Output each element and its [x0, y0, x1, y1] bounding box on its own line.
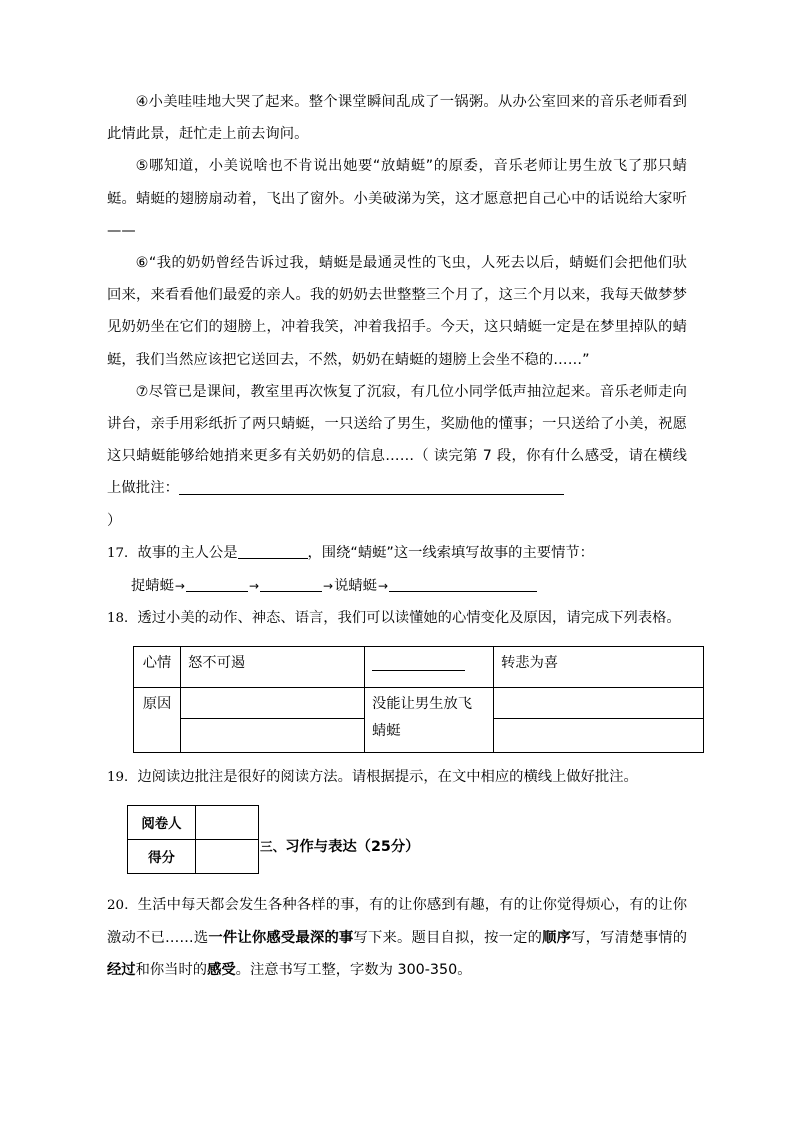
flow-blank-5[interactable] — [389, 591, 537, 592]
question-17-text-1: 故事的主人公是 — [137, 544, 238, 561]
flow-arrow-icon: → — [377, 579, 389, 594]
question-20-segment-2: 写下来。题目自拟，按一定的 — [353, 929, 543, 946]
row-label-reason: 原因 — [134, 688, 181, 753]
question-20-segment-3: 顺序 — [542, 929, 572, 946]
question-20-segment-0: 生活中每天都会发生各种各样的事，有的让你感到有趣，有的让你觉得烦心，有的让你激动不已……选 — [107, 896, 688, 946]
reason-cell-3-blank[interactable] — [494, 688, 704, 753]
annotation-blank-line[interactable] — [179, 494, 564, 495]
flow-arrow-icon: → — [248, 579, 260, 594]
flow-blank-3[interactable] — [260, 591, 322, 592]
question-18 — [107, 602, 687, 635]
question-18-number: 18． — [107, 611, 138, 627]
section-heading-points: （25分） — [356, 838, 420, 855]
flow-step-1: 捉蜻蜓 — [131, 578, 174, 595]
mood-cell-1: 怒不可遏 — [181, 647, 365, 688]
grading-value-marker[interactable] — [196, 805, 259, 839]
question-18-text: 透过小美的动作、神态、语言，我们可以读懂她的心情变化及原因，请完成下列表格。 — [137, 610, 681, 627]
page-content — [107, 86, 687, 986]
mood-cell-3: 转悲为喜 — [494, 647, 704, 688]
paragraph-6: ⑥“我的奶奶曾经告诉过我，蜻蜓是最通灵性的飞虫，人死去以后，蜻蜓们会把他们驮回来，来看看他们最爱的亲人。我的奶奶去世整整三个月了，这三个月以来，我每天做梦梦见奶奶坐在它们的翅膀上，冲着我笑，冲着我招手。今天，这只蜻蜓一定是在梦里掉队的蜻蜓，我们当然应该把它送回去，不然，奶奶在蜻蜓的翅膀上会坐不稳的……” — [107, 255, 687, 368]
section-heading-writing — [260, 836, 419, 856]
question-20 — [107, 889, 687, 987]
reason-cell-2-text — [365, 688, 493, 748]
question-19-number: 19． — [107, 770, 138, 786]
question-20-segment-4: 写，写清楚事情的 — [571, 929, 688, 946]
table-row-reason — [134, 688, 704, 753]
grading-row-marker — [128, 805, 259, 839]
question-17-text-2: ，围绕“蜻蜓”这一线索填写故事的主要情节： — [307, 544, 594, 561]
question-17-flow — [107, 570, 687, 602]
reason-blank-line-a1[interactable] — [181, 688, 364, 719]
mood-blank-line[interactable] — [372, 650, 465, 671]
question-17-protagonist-blank[interactable] — [238, 558, 308, 559]
mood-cell-2-blank[interactable] — [365, 647, 494, 688]
grading-label-marker: 阅卷人 — [128, 805, 196, 839]
question-20-number: 20． — [107, 897, 138, 913]
flow-blank-2[interactable] — [186, 591, 248, 592]
reason-blank-line-c2[interactable] — [494, 719, 703, 750]
paragraph-7-text: ⑦尽管已是课间，教室里再次恢复了沉寂，有几位小同学低声抽泣起来。音乐老师走向讲台，亲手用彩纸折了两只蜻蜓，一只送给了男生，奖励他的懂事；一只送给了小美，祝愿这只蜻蜓能够给她捎来更多有关奶奶的信息……（ 读完第 7 段，你有什么感受，请在横线上做批注： — [107, 383, 687, 497]
row-label-mood: 心情 — [134, 647, 181, 688]
paragraph-4: ④小美哇哇地大哭了起来。整个课堂瞬间乱成了一锅粥。从办公室回来的音乐老师看到此情此景，赶忙走上前去询问。 — [107, 94, 687, 143]
grading-section — [107, 805, 687, 875]
mood-reason-table — [133, 646, 704, 753]
question-20-segments — [107, 897, 687, 978]
grading-value-score[interactable] — [196, 839, 259, 873]
reason-cell-2-line2: 蜻蜓 — [372, 723, 401, 740]
question-20-segment-1: 一件让你感受最深的事 — [208, 929, 354, 946]
question-20-segment-8: 。注意书写工整，字数为 300-350。 — [235, 962, 472, 979]
grading-row-score — [128, 839, 259, 873]
question-20-segment-5: 经过 — [107, 962, 136, 979]
question-19 — [107, 761, 687, 794]
table-row-mood — [134, 647, 704, 688]
flow-arrow-icon: → — [323, 579, 334, 594]
reason-cell-2 — [365, 688, 494, 753]
question-17-number: 17． — [107, 545, 138, 561]
flow-arrow-icon: → — [174, 579, 185, 594]
reason-blank-line-c1[interactable] — [494, 688, 703, 719]
question-17 — [107, 537, 687, 570]
question-20-segment-6: 和你当时的 — [135, 962, 208, 979]
reason-cell-1-blank[interactable] — [181, 688, 365, 753]
question-19-text: 边阅读边批注是很好的阅读方法。请根据提示，在文中相应的横线上做好批注。 — [137, 769, 638, 786]
section-heading-number: 三、 — [260, 838, 286, 854]
flow-step-4: 说蜻蜓 — [334, 578, 377, 595]
section-heading-title: 习作与表达 — [285, 838, 357, 855]
paragraph-5: ⑤哪知道，小美说啥也不肯说出她要“放蜻蜓”的原委，音乐老师让男生放飞了那只蜻蜓。蜻蜓的翅膀扇动着，飞出了窗外。小美破涕为笑，这才愿意把自己心中的话说给大家听—— — [107, 158, 687, 239]
paragraph-7 — [107, 376, 687, 505]
reason-cell-2-line1: 没能让男生放飞 — [372, 696, 473, 713]
grading-box-table — [127, 805, 259, 874]
reason-blank-line-a2[interactable] — [181, 719, 364, 750]
paragraph-7-close-paren: ） — [107, 512, 122, 529]
grading-label-score: 得分 — [128, 839, 196, 873]
question-20-segment-7: 感受 — [207, 962, 236, 979]
